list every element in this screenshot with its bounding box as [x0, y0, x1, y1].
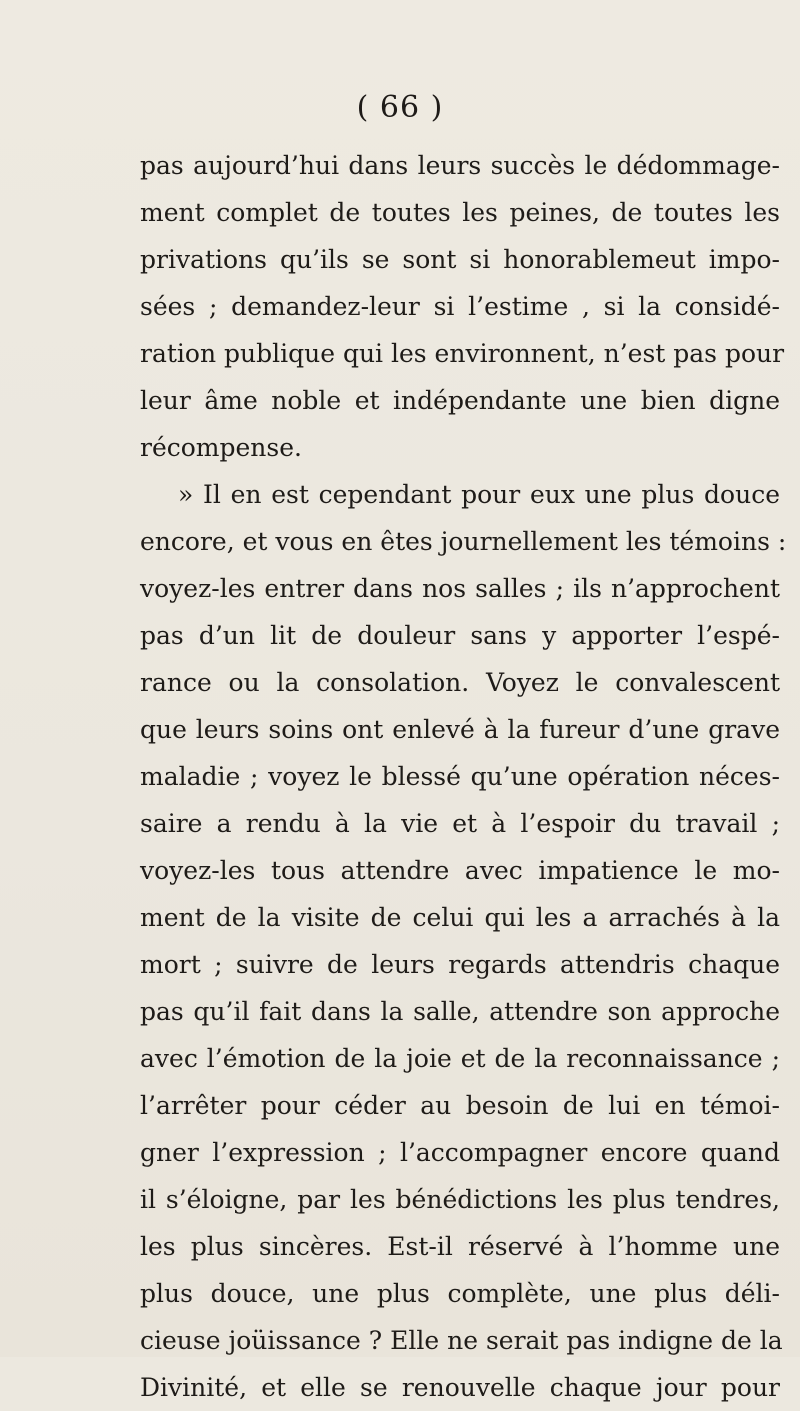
- text-line: pas qu’il fait dans la salle, attendre son approche: [140, 997, 780, 1026]
- text-line: voyez-les entrer dans nos salles ; ils n’approchent: [140, 574, 780, 603]
- text-line: mort ; suivre de leurs regards attendris chaque: [140, 950, 780, 979]
- text-line: maladie ; voyez le blessé qu’une opération néces-: [140, 762, 780, 791]
- text-line: ment complet de toutes les peines, de toutes les: [140, 198, 780, 227]
- text-line: privations qu’ils se sont si honorablemeut impo-: [140, 245, 780, 274]
- text-line: les plus sincères. Est-il réservé à l’homme une: [140, 1232, 780, 1261]
- text-line: il s’éloigne, par les bénédictions les plus tendres,: [140, 1185, 780, 1214]
- text-line: encore, et vous en êtes journellement les témoins :: [140, 527, 787, 556]
- body-text: [140, 142, 787, 1411]
- text-line: Divinité, et elle se renouvelle chaque jour pour: [140, 1373, 780, 1402]
- text-line: pas aujourd’hui dans leurs succès le dédommage-: [140, 151, 780, 180]
- text-line: leur âme noble et indépendante une bien digne: [140, 386, 780, 415]
- text-line: plus douce, une plus complète, une plus déli-: [140, 1279, 780, 1308]
- text-line: ment de la visite de celui qui les a arrachés à la: [140, 903, 780, 932]
- page-number: ( 66 ): [356, 90, 444, 125]
- text-line: cieuse joüissance ? Elle ne serait pas indigne de la: [140, 1326, 783, 1355]
- text-line: saire a rendu à la vie et à l’espoir du travail ;: [140, 809, 780, 838]
- text-line: voyez-les tous attendre avec impatience le mo-: [140, 856, 780, 885]
- text-line: gner l’expression ; l’accompagner encore quand: [140, 1138, 780, 1167]
- text-line: rance ou la consolation. Voyez le convalescent: [140, 668, 780, 697]
- text-line: récompense.: [140, 433, 302, 462]
- text-line: ration publique qui les environnent, n’est pas pour: [140, 339, 785, 368]
- text-line: sées ; demandez-leur si l’estime , si la considé-: [140, 292, 780, 321]
- text-line: que leurs soins ont enlevé à la fureur d’une grave: [140, 715, 780, 744]
- text-line: » Il en est cependant pour eux une plus douce: [178, 480, 780, 509]
- text-line: avec l’émotion de la joie et de la reconnaissance ;: [140, 1044, 780, 1073]
- text-line: pas d’un lit de douleur sans y apporter l’espé-: [140, 621, 780, 650]
- text-line: l’arrêter pour céder au besoin de lui en témoi-: [140, 1091, 780, 1120]
